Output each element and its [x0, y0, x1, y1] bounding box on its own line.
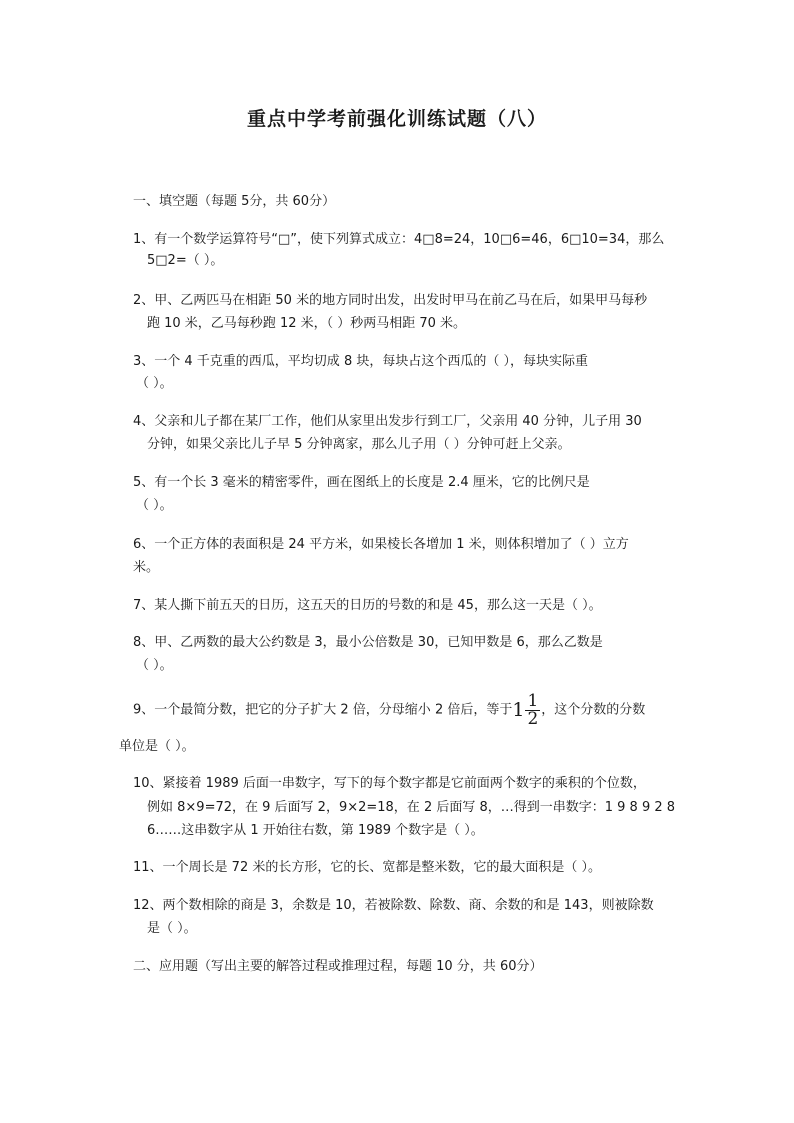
question-2-line-1: 2、甲、乙两匹马在相距 50 米的地方同时出发，出发时甲马在前乙马在后，如果甲马每秒: [133, 293, 648, 308]
fraction: [525, 690, 540, 729]
question-3-line-2: （ ）。: [136, 376, 173, 391]
fraction-numerator: 1: [527, 690, 539, 711]
question-6-line-1: 6、一个正方体的表面积是 24 平方米，如果棱长各增加 1 米，则体积增加了（ ）立方: [133, 537, 629, 552]
question-8-line-2: （ ）。: [136, 658, 173, 673]
question-4-line-2: 分钟，如果父亲比儿子早 5 分钟离家，那么儿子用（ ）分钟可赶上父亲。: [147, 437, 571, 452]
question-4-line-1: 4、父亲和儿子都在某厂工作，他们从家里出发步行到工厂，父亲用 40 分钟，儿子用 30: [133, 414, 642, 429]
question-10-line-3: 6……这串数字从 1 开始往右数，第 1989 个数字是（ ）。: [147, 823, 484, 838]
question-10-line-2: 例如 8×9=72，在 9 后面写 2，9×2=18，在 2 后面写 8，…得到一串数字：1 9 8 9 2 8: [147, 800, 676, 815]
question-1-line-2: 5□2=（ ）。: [147, 253, 224, 268]
question-9-text-part-1: 9、一个最简分数，把它的分子扩大 2 倍，分母缩小 2 倍后，等于: [133, 702, 513, 718]
question-2-line-2: 跑 10 米，乙马每秒跑 12 米，（ ）秒两马相距 70 米。: [147, 316, 467, 331]
question-5-line-2: （ ）。: [136, 498, 173, 513]
question-9-line-1: [133, 690, 645, 731]
section1-heading: 一、填空题（每题 5分，共 60分）: [133, 194, 336, 209]
fraction-denominator: 2: [527, 708, 539, 729]
question-7-line-1: 7、某人撕下前五天的日历，这五天的日历的号数的和是 45，那么这一天是（ ）。: [133, 598, 602, 613]
section2-heading: 二、应用题（写出主要的解答过程或推理过程，每题 10 分，共 60分）: [133, 959, 543, 974]
page-title: 重点中学考前强化训练试题（八）: [246, 108, 547, 130]
question-8-line-1: 8、甲、乙两数的最大公约数是 3，最小公倍数是 30，已知甲数是 6，那么乙数是: [133, 635, 603, 650]
question-9-text-part-2: ，这个分数的分数: [541, 702, 646, 718]
question-6-line-2: 米。: [133, 560, 160, 575]
question-10-line-1: 10、紧接着 1989 后面一串数字，写下的每个数字都是它前面两个数字的乘积的个位数，: [133, 776, 646, 791]
question-3-line-1: 3、一个 4 千克重的西瓜，平均切成 8 块，每块占这个西瓜的（ ），每块实际重: [133, 354, 588, 369]
mixed-number-whole: 1: [512, 699, 525, 721]
question-1-line-1: 1、有一个数学运算符号“□”，使下列算式成立：4□8=24，10□6=46，6□10=34，那么: [133, 232, 665, 247]
question-9-line-2: 单位是（ ）。: [119, 739, 195, 754]
question-12-line-1: 12、两个数相除的商是 3，余数是 10，若被除数、除数、商、余数的和是 143，则被除数: [133, 898, 654, 913]
question-12-line-2: 是（ ）。: [147, 921, 197, 936]
question-5-line-1: 5、有一个长 3 毫米的精密零件，画在图纸上的长度是 2.4 厘米，它的比例尺是: [133, 475, 590, 490]
question-11-line-1: 11、一个周长是 72 米的长方形，它的长、宽都是整米数，它的最大面积是（ ）。: [133, 860, 601, 875]
